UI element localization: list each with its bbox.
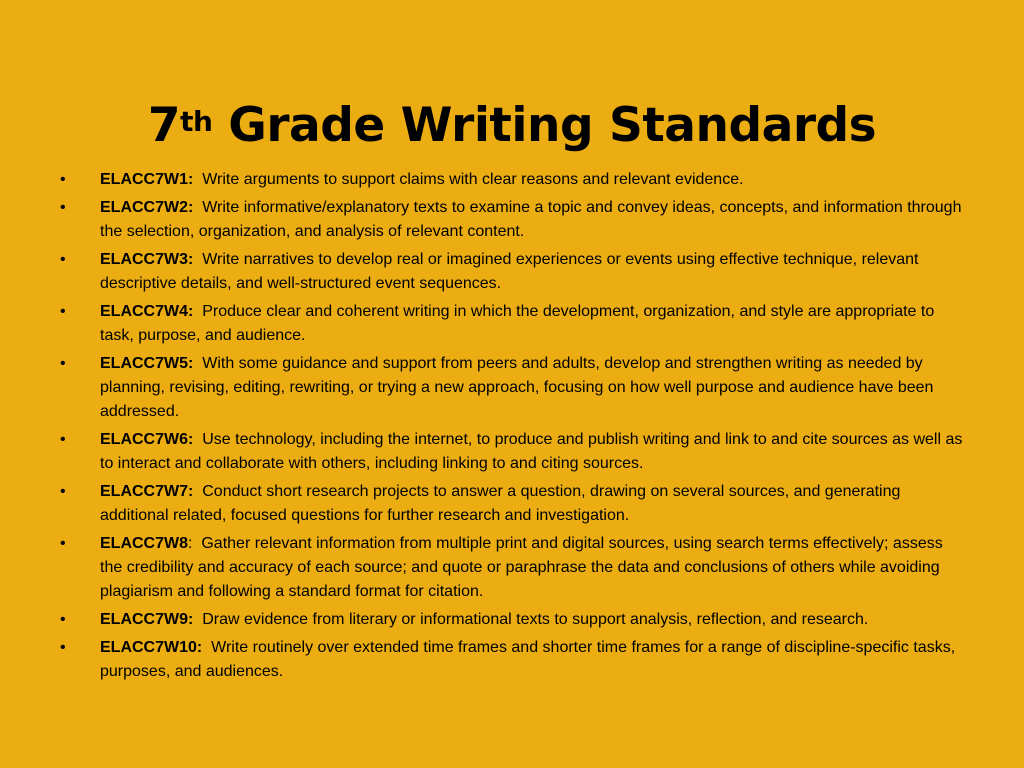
title-superscript: th — [180, 105, 213, 139]
standard-code: ELACC7W4: — [100, 303, 194, 320]
standard-item — [58, 168, 968, 192]
standard-code: ELACC7W9: — [100, 611, 194, 628]
standard-item — [58, 352, 968, 424]
standard-description: With some guidance and support from peers and adults, develop and strengthen writing as needed by planning, revising, editing, rewriting, or trying a new approach, focusing on how well purpose and audience have been addressed. — [100, 355, 938, 420]
standard-description: Conduct short research projects to answer a question, drawing on several sources, and generating additional related, focused questions for further research and investigation. — [100, 483, 905, 524]
standard-item — [58, 428, 968, 476]
standards-list — [58, 168, 968, 688]
standard-item — [58, 248, 968, 296]
standard-code: ELACC7W10: — [100, 639, 203, 656]
bullet-icon: • — [60, 535, 66, 552]
standard-description: Produce clear and coherent writing in which the development, organization, and style are appropriate to task, purpose, and audience. — [100, 303, 939, 344]
standard-code: ELACC7W5: — [100, 355, 194, 372]
standard-item — [58, 636, 968, 684]
standard-code: ELACC7W2: — [100, 199, 194, 216]
standard-code: ELACC7W3: — [100, 251, 194, 268]
bullet-icon: • — [60, 171, 66, 188]
bullet-icon: • — [60, 483, 66, 500]
bullet-icon: • — [60, 355, 66, 372]
standard-description: Write arguments to support claims with clear reasons and relevant evidence. — [193, 171, 744, 188]
standard-description: Write narratives to develop real or imagined experiences or events using effective technique, relevant descriptive details, and well-structured event sequences. — [100, 251, 923, 292]
standard-item — [58, 608, 968, 632]
standard-item — [58, 196, 968, 244]
title-number: 7 — [147, 98, 181, 154]
standard-description: Draw evidence from literary or informational texts to support analysis, reflection, and research. — [193, 611, 869, 628]
standard-code: ELACC7W8 — [100, 535, 189, 552]
standard-item — [58, 300, 968, 348]
standard-code: ELACC7W6: — [100, 431, 194, 448]
bullet-icon: • — [60, 431, 66, 448]
bullet-icon: • — [60, 251, 66, 268]
slide-title — [0, 93, 1024, 159]
bullet-icon: • — [60, 199, 66, 216]
standard-item — [58, 532, 968, 604]
standard-description: Write informative/explanatory texts to examine a topic and convey ideas, concepts, and information through the selection, organization, and analysis of relevant content. — [100, 199, 966, 240]
standard-code: ELACC7W7: — [100, 483, 194, 500]
bullet-icon: • — [60, 611, 66, 628]
standard-description: Use technology, including the internet, to produce and publish writing and link to and cite sources as well as to interact and collaborate with others, including linking to and citing sources. — [100, 431, 967, 472]
standard-code: ELACC7W1: — [100, 171, 194, 188]
bullet-icon: • — [60, 303, 66, 320]
standard-description: Write routinely over extended time frames and shorter time frames for a range of discipline-specific tasks, purposes, and audiences. — [100, 639, 960, 680]
standard-description: : Gather relevant information from multiple print and digital sources, using search terms effectively; assess the credibility and accuracy of each source; and quote or paraphrase the data and conclusions of others while avoiding plagiarism and following a standard format for citation. — [100, 535, 948, 600]
title-text: Grade Writing Standards — [212, 98, 877, 154]
standard-item — [58, 480, 968, 528]
bullet-icon: • — [60, 639, 66, 656]
